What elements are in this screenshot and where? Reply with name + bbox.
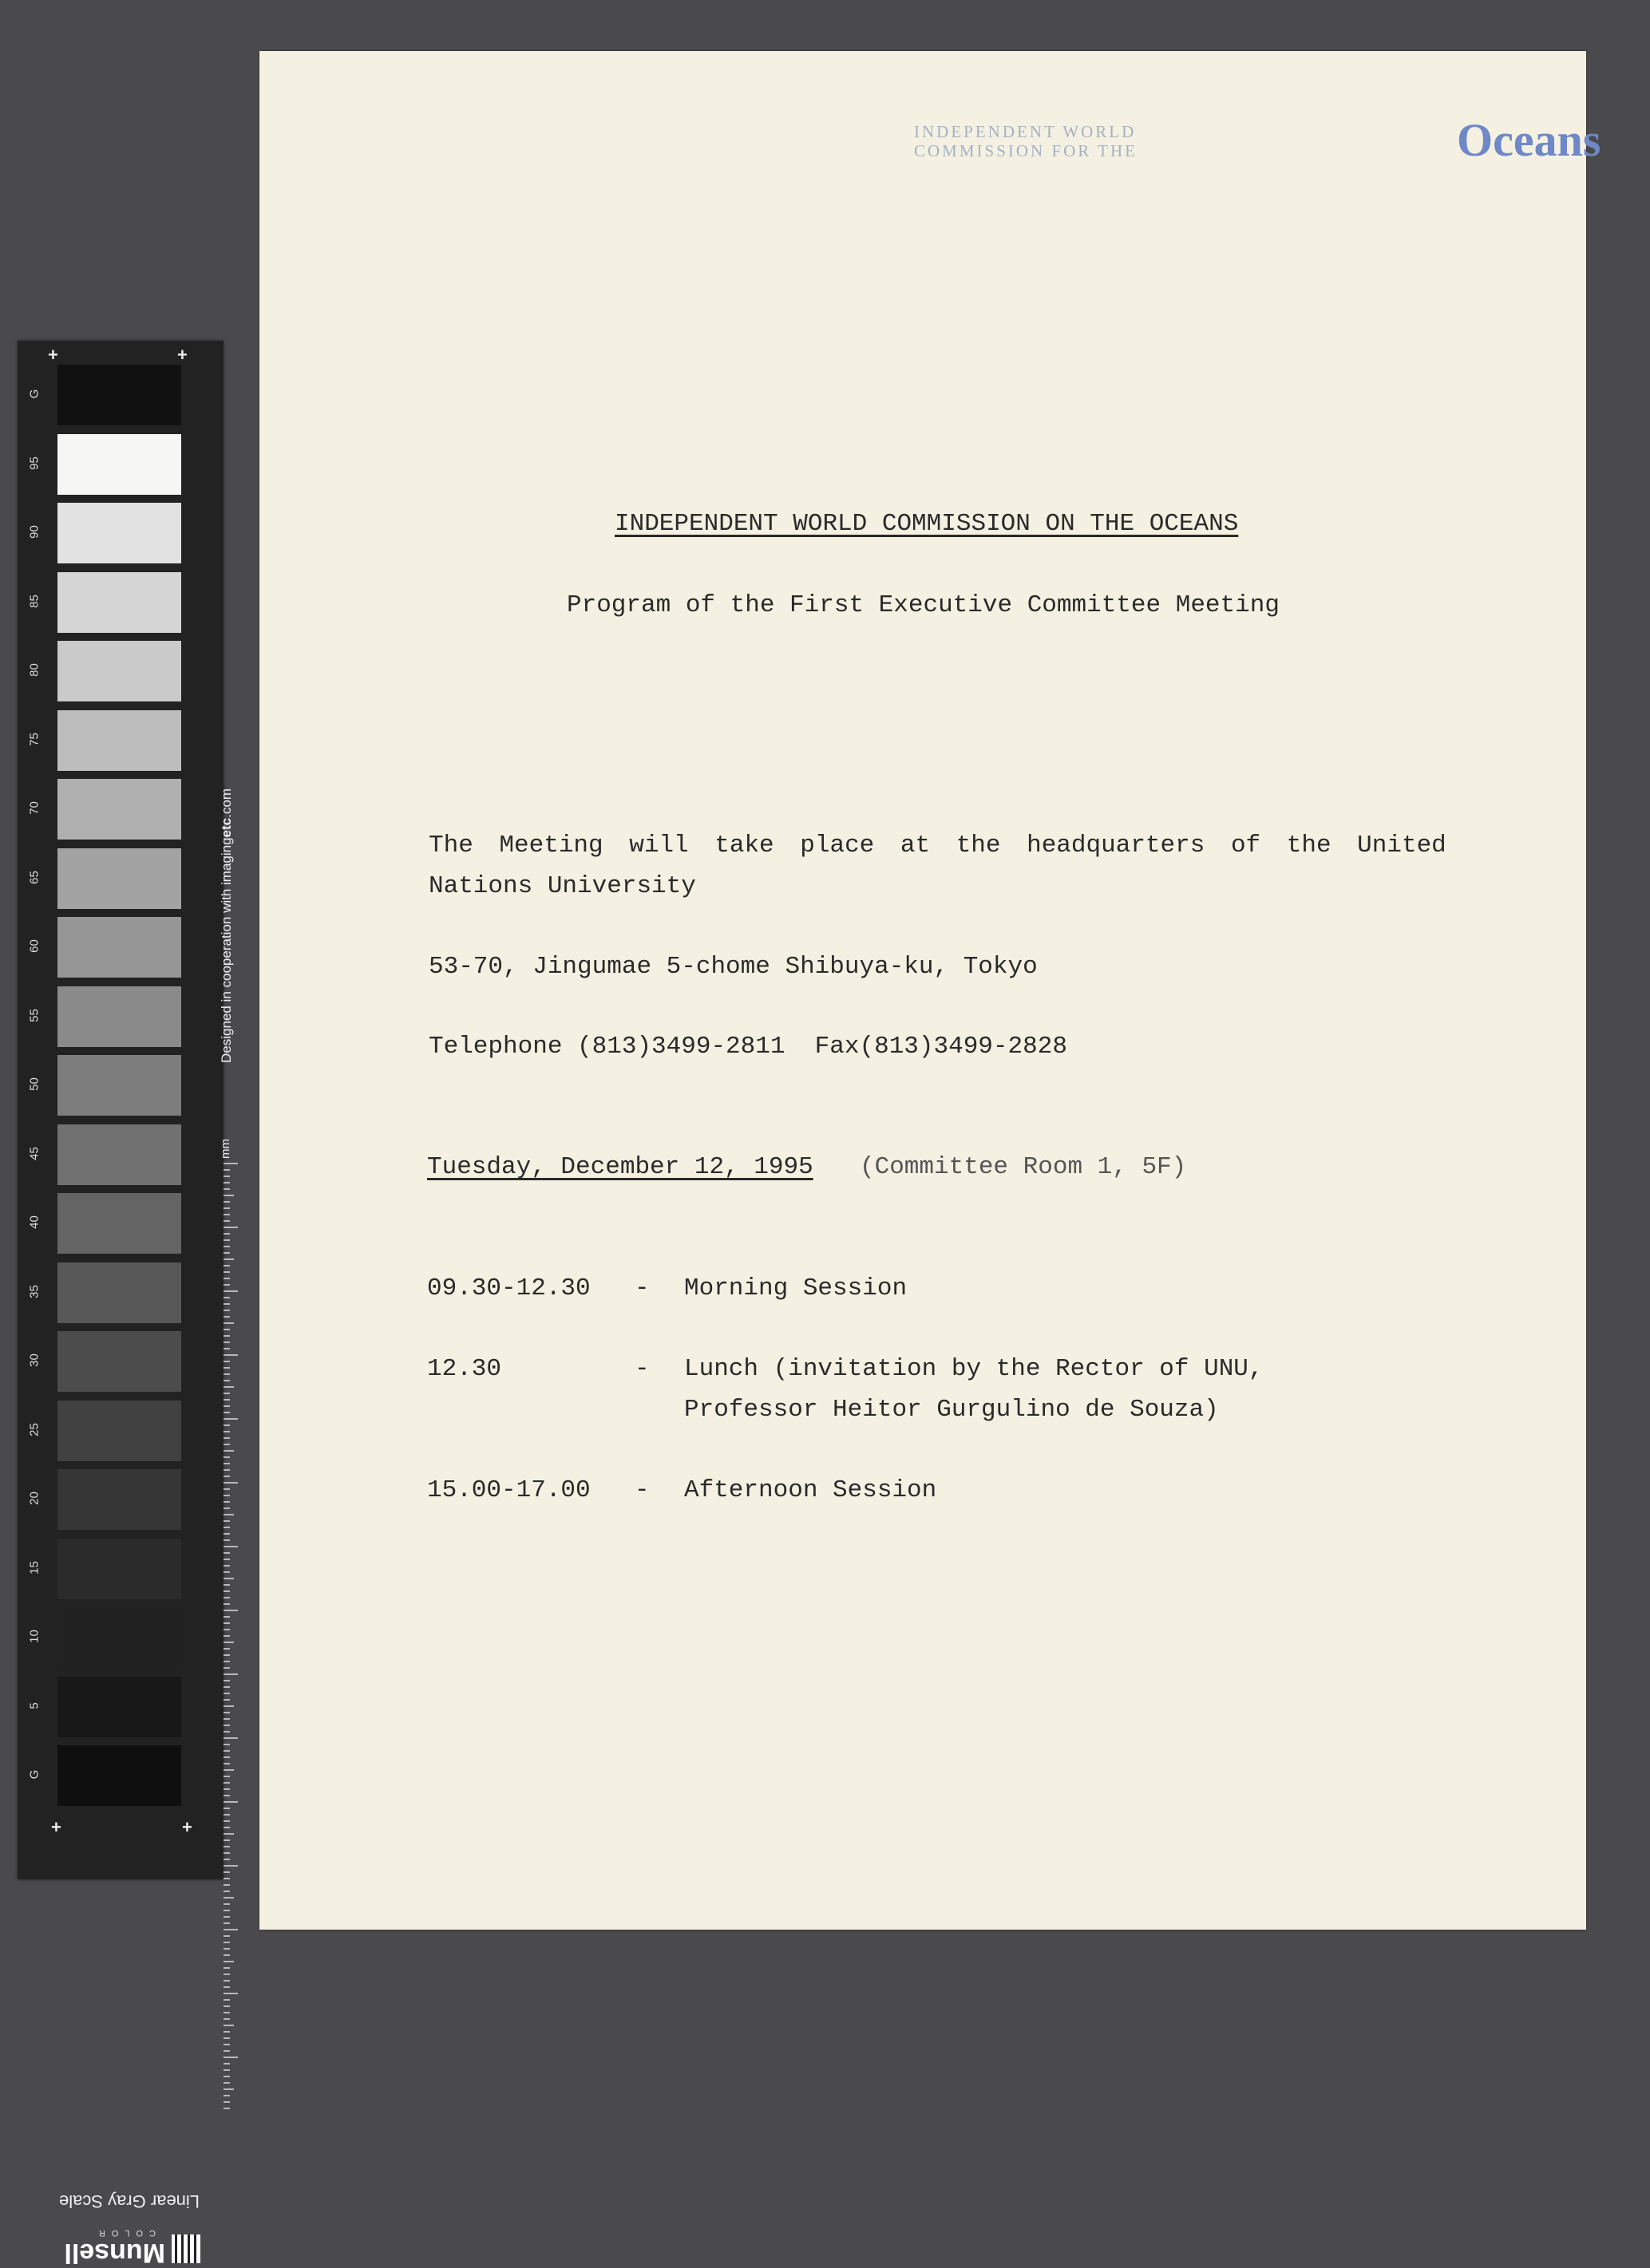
schedule-dash: - <box>635 1476 650 1504</box>
schedule-dash: - <box>635 1355 650 1383</box>
patch-label: 50 <box>27 1077 42 1091</box>
gray-patch <box>57 1745 181 1806</box>
gray-patch <box>57 1262 181 1323</box>
munsell-logo <box>61 2228 205 2268</box>
schedule-time: 09.30-12.30 <box>427 1274 591 1302</box>
patch-label: 40 <box>27 1215 42 1229</box>
patch-label: G <box>27 389 42 399</box>
gray-patch <box>57 1055 181 1116</box>
gray-patch <box>57 503 181 563</box>
gray-patch <box>57 572 181 633</box>
document-subtitle: Program of the First Executive Committee Meeting <box>567 591 1280 619</box>
gray-patch <box>57 641 181 701</box>
strip-title: Linear Gray Scale <box>58 2191 200 2211</box>
gray-patch <box>57 1331 181 1392</box>
patch-label: 75 <box>27 732 42 746</box>
gray-patch <box>57 1124 181 1185</box>
schedule-time: 15.00-17.00 <box>427 1476 591 1504</box>
gray-patch <box>57 848 181 909</box>
gray-patch <box>57 710 181 771</box>
registration-mark-icon: + <box>51 1817 61 1837</box>
patch-label: 80 <box>27 663 42 677</box>
meeting-date: Tuesday, December 12, 1995 <box>427 1153 813 1181</box>
venue-line-2: Nations University <box>429 872 696 900</box>
registration-mark-icon: + <box>177 345 188 365</box>
letterhead-line1: INDEPENDENT WORLD <box>914 122 1137 141</box>
letterhead-line2: COMMISSION FOR THE <box>914 141 1138 160</box>
patch-label: 45 <box>27 1146 42 1160</box>
gray-patch <box>57 779 181 840</box>
mm-ruler <box>224 1163 239 2112</box>
gray-patch <box>57 1401 181 1461</box>
patch-label: 55 <box>27 1008 42 1022</box>
document-page <box>259 51 1601 1930</box>
letterhead-logo: Oceans <box>1457 114 1601 166</box>
gray-patch <box>57 434 181 495</box>
schedule-item: Morning Session <box>684 1274 908 1302</box>
patch-label: 85 <box>27 594 42 608</box>
patch-label: 35 <box>27 1284 42 1298</box>
strip-credit: Designed in cooperation with imagingetc.com <box>219 788 234 1063</box>
schedule-item: Lunch (invitation by the Rector of UNU, <box>684 1355 1264 1383</box>
letterhead <box>914 87 1601 166</box>
document-title: INDEPENDENT WORLD COMMISSION ON THE OCEANS <box>615 510 1239 538</box>
schedule-item: Afternoon Session <box>684 1476 937 1504</box>
patch-label: 10 <box>27 1630 42 1643</box>
gray-patch <box>57 365 181 425</box>
brand-name: Munsell <box>64 2238 165 2268</box>
contact-line: Telephone (813)3499-2811 Fax(813)3499-2828 <box>429 1033 1067 1061</box>
gray-patch <box>57 917 181 978</box>
gray-patch <box>57 1607 181 1668</box>
gray-scale-strip <box>18 341 234 2268</box>
gray-patch <box>57 1539 181 1599</box>
schedule-time: 12.30 <box>427 1355 502 1383</box>
venue-line-1: The Meeting will take place at the headquarters of the United <box>429 832 1446 859</box>
patch-label: 60 <box>27 939 42 953</box>
patch-label: 65 <box>27 870 42 884</box>
address: 53-70, Jingumae 5-chome Shibuya-ku, Tokyo <box>429 953 1038 981</box>
registration-mark-icon: + <box>48 345 58 365</box>
patch-label: 20 <box>27 1492 42 1505</box>
gray-patch <box>57 1193 181 1254</box>
strip-units: mm <box>219 1139 232 1159</box>
gray-patch <box>57 1677 181 1737</box>
brand-sub: COLOR <box>92 2228 156 2238</box>
schedule-dash: - <box>635 1274 650 1302</box>
patch-label: 15 <box>27 1560 42 1575</box>
registration-mark-icon: + <box>182 1817 192 1837</box>
patch-label: 90 <box>27 525 42 539</box>
patch-label: G <box>27 1769 42 1780</box>
patch-label: 95 <box>27 456 42 470</box>
patch-label: 25 <box>27 1422 42 1436</box>
patch-label: 30 <box>27 1353 42 1367</box>
schedule-item-continued: Professor Heitor Gurgulino de Souza) <box>684 1396 1219 1424</box>
patch-label: 70 <box>27 801 42 815</box>
patch-label: 5 <box>27 1701 42 1709</box>
gray-patch <box>57 1469 181 1530</box>
gray-patch <box>57 986 181 1047</box>
munsell-grid-icon <box>172 2234 200 2263</box>
meeting-room: (Committee Room 1, 5F) <box>860 1153 1187 1181</box>
